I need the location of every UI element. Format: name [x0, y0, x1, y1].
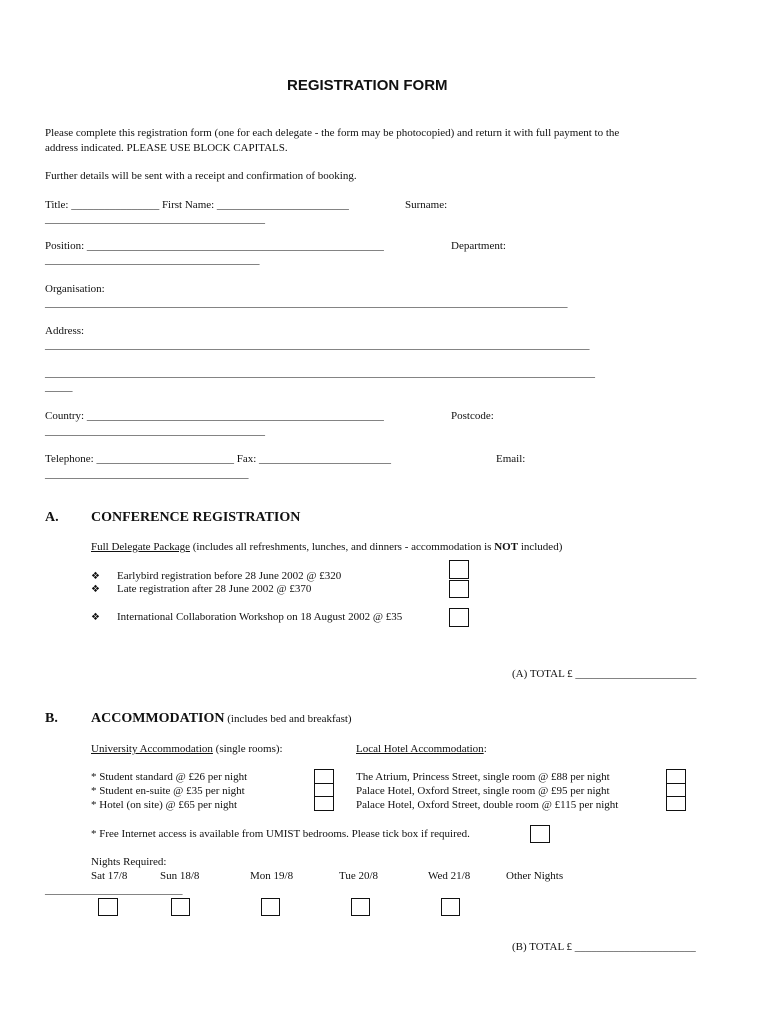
- night-wed-checkbox[interactable]: [441, 898, 460, 916]
- hotel-label-note: :: [483, 743, 487, 755]
- intro-text-line-1: Please complete this registration form (one for each delegate - the form may be photocopied) and return it with full payment to the: [45, 127, 620, 139]
- night-sun-label: Sun 18/8: [160, 870, 200, 882]
- uni-option-1: * Student standard @ £26 per night: [91, 771, 248, 783]
- hotel-option-2-checkbox[interactable]: [666, 783, 686, 797]
- section-b-letter: B.: [45, 711, 58, 726]
- department-field[interactable]: _______________________________________: [45, 254, 260, 266]
- night-tue-checkbox[interactable]: [351, 898, 370, 916]
- hotel-option-3-checkbox[interactable]: [666, 796, 686, 811]
- late-checkbox[interactable]: [449, 580, 469, 598]
- package-desc-post: included): [518, 541, 563, 553]
- uni-option-3-checkbox[interactable]: [314, 796, 334, 811]
- address-field-3[interactable]: _____: [45, 381, 73, 393]
- email-field[interactable]: _____________________________________: [45, 468, 249, 480]
- package-desc-bold: NOT: [494, 541, 519, 553]
- hotel-option-2: Palace Hotel, Oxford Street, single room @ £95 per night: [356, 785, 610, 797]
- nights-required-label: Nights Required:: [91, 856, 167, 868]
- organisation-field[interactable]: _______________________________________________________________________________________________: [45, 297, 568, 309]
- night-mon-label: Mon 19/8: [250, 870, 294, 882]
- university-accommodation-label: [91, 743, 283, 755]
- uni-option-2-checkbox[interactable]: [314, 783, 334, 797]
- night-wed-label: Wed 21/8: [428, 870, 471, 882]
- other-nights-field[interactable]: _________________________: [45, 884, 183, 896]
- surname-label: Surname:: [405, 199, 448, 211]
- surname-field[interactable]: ________________________________________: [45, 213, 265, 225]
- hotel-label-text: Local Hotel Accommodation: [356, 743, 484, 755]
- section-a-letter: A.: [45, 510, 59, 525]
- bullet-icon: ❖: [91, 612, 100, 623]
- postcode-label: Postcode:: [451, 410, 494, 422]
- internet-access-text: * Free Internet access is available from UMIST bedrooms. Please tick box if required.: [91, 828, 470, 840]
- further-details-text: Further details will be sent with a receipt and confirmation of booking.: [45, 170, 357, 182]
- night-tue-label: Tue 20/8: [339, 870, 379, 882]
- country-field[interactable]: Country: ______________________________________________________: [45, 410, 384, 422]
- night-mon-checkbox[interactable]: [261, 898, 280, 916]
- organisation-label: Organisation:: [45, 283, 105, 295]
- hotel-option-3: Palace Hotel, Oxford Street, double room @ £115 per night: [356, 799, 619, 811]
- package-description: [91, 541, 562, 553]
- earlybird-option: Earlybird registration before 28 June 2002 @ £320: [117, 570, 342, 582]
- night-sat-label: Sat 17/8: [91, 870, 128, 882]
- intro-text-line-2: address indicated. PLEASE USE BLOCK CAPITALS.: [45, 142, 288, 154]
- section-a-heading: CONFERENCE REGISTRATION: [91, 510, 301, 525]
- hotel-accommodation-label: [356, 743, 487, 755]
- telephone-fax-field[interactable]: Telephone: _________________________ Fax: ________________________: [45, 453, 392, 465]
- address-label: Address:: [45, 325, 85, 337]
- accommodation-note: (includes bed and breakfast): [224, 713, 352, 725]
- package-desc-pre: (includes all refreshments, lunches, and dinners - accommodation is: [189, 541, 495, 553]
- page-title: REGISTRATION FORM: [287, 77, 448, 94]
- workshop-checkbox[interactable]: [449, 608, 469, 627]
- bullet-icon: ❖: [91, 584, 100, 595]
- department-label: Department:: [451, 240, 506, 252]
- email-label: Email:: [496, 453, 526, 465]
- hotel-option-1-checkbox[interactable]: [666, 769, 686, 784]
- uni-option-3: * Hotel (on site) @ £65 per night: [91, 799, 238, 811]
- late-option: Late registration after 28 June 2002 @ £370: [117, 583, 312, 595]
- earlybird-checkbox[interactable]: [449, 560, 469, 579]
- uni-option-2: * Student en-suite @ £35 per night: [91, 785, 245, 797]
- postcode-field[interactable]: ________________________________________: [45, 425, 265, 437]
- uni-option-1-checkbox[interactable]: [314, 769, 334, 784]
- night-sun-checkbox[interactable]: [171, 898, 190, 916]
- workshop-option: International Collaboration Workshop on 18 August 2002 @ £35: [117, 611, 403, 623]
- university-label-note: (single rooms):: [212, 743, 283, 755]
- internet-checkbox[interactable]: [530, 825, 550, 843]
- title-firstname-field[interactable]: Title: ________________ First Name: ________________________: [45, 199, 349, 211]
- total-a-field[interactable]: (A) TOTAL £ ______________________: [512, 668, 697, 680]
- university-label-text: University Accommodation: [91, 743, 213, 755]
- address-field-2[interactable]: ____________________________________________________________________________________________________: [45, 367, 595, 379]
- package-label: Full Delegate Package: [91, 541, 190, 553]
- hotel-option-1: The Atrium, Princess Street, single room @ £88 per night: [356, 771, 610, 783]
- position-field[interactable]: Position: ______________________________________________________: [45, 240, 384, 252]
- section-b-heading: [91, 711, 352, 727]
- other-nights-label: Other Nights: [506, 870, 564, 882]
- night-sat-checkbox[interactable]: [98, 898, 118, 916]
- total-b-field[interactable]: (B) TOTAL £ ______________________: [512, 941, 696, 953]
- address-field-1[interactable]: ___________________________________________________________________________________________________: [45, 339, 590, 351]
- bullet-icon: ❖: [91, 571, 100, 582]
- accommodation-heading: ACCOMMODATION: [91, 711, 225, 726]
